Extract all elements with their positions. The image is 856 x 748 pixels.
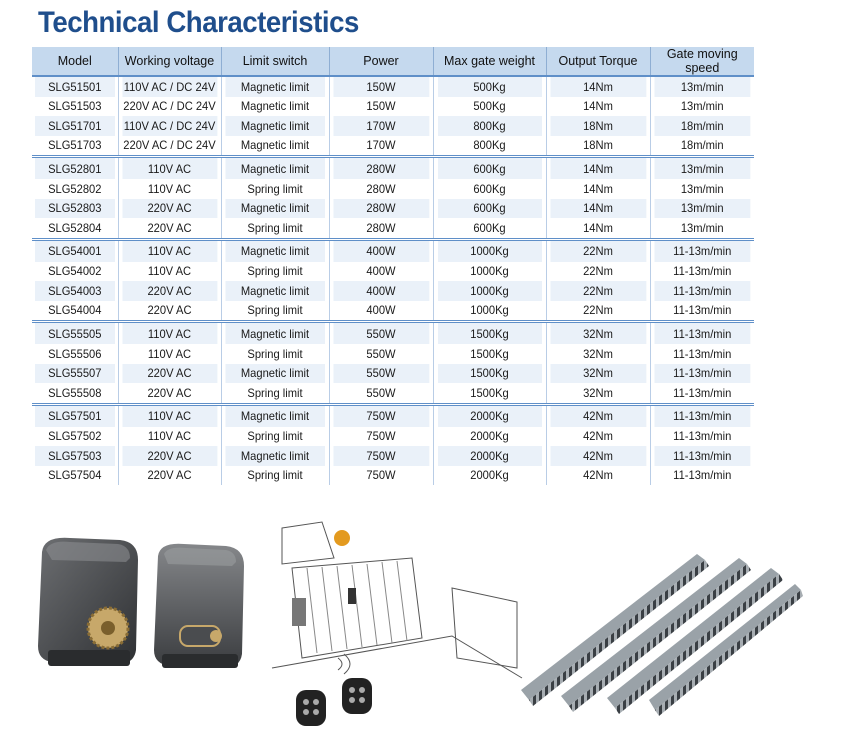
cell-working-voltage: 110V AC <box>122 344 218 364</box>
cell-max-gate-weight: 600Kg <box>437 179 542 199</box>
table-row <box>32 301 754 322</box>
table-header-row <box>32 47 754 76</box>
cell-working-voltage: 220V AC <box>122 199 218 219</box>
cell-output-torque: 32Nm <box>550 364 647 384</box>
remote-control-icon <box>296 678 372 726</box>
cell-max-gate-weight: 600Kg <box>437 157 542 180</box>
cell-limit-switch: Magnetic limit <box>225 97 325 117</box>
cell-output-torque: 14Nm <box>550 157 647 180</box>
table-row <box>32 322 754 345</box>
cell-power: 400W <box>333 301 430 322</box>
cell-power: 750W <box>333 446 430 466</box>
cell-model: SLG51703 <box>35 136 115 157</box>
table-row <box>32 199 754 219</box>
cell-max-gate-weight: 800Kg <box>437 116 542 136</box>
cell-model: SLG54003 <box>35 281 115 301</box>
column-header-output-torque: Output Torque <box>546 47 650 76</box>
cell-model: SLG52802 <box>35 179 115 199</box>
cell-output-torque: 32Nm <box>550 344 647 364</box>
cell-output-torque: 22Nm <box>550 301 647 322</box>
cell-working-voltage: 110V AC <box>122 262 218 282</box>
cell-power: 400W <box>333 281 430 301</box>
page-title: Technical Characteristics <box>38 6 359 39</box>
table-row <box>32 136 754 157</box>
cell-gate-moving-speed: 11-13m/min <box>654 466 751 486</box>
column-header-working-voltage: Working voltage <box>118 47 221 76</box>
cell-model: SLG55507 <box>35 364 115 384</box>
cell-power: 750W <box>333 466 430 486</box>
cell-power: 400W <box>333 262 430 282</box>
cell-model: SLG57502 <box>35 427 115 447</box>
cell-gate-moving-speed: 13m/min <box>654 157 751 180</box>
cell-model: SLG52803 <box>35 199 115 219</box>
cell-max-gate-weight: 600Kg <box>437 199 542 219</box>
column-header-model: Model <box>32 47 118 76</box>
cell-model: SLG51701 <box>35 116 115 136</box>
cell-max-gate-weight: 1500Kg <box>437 364 542 384</box>
cell-working-voltage: 220V AC <box>122 364 218 384</box>
cell-limit-switch: Spring limit <box>225 179 325 199</box>
cell-limit-switch: Magnetic limit <box>225 76 325 97</box>
cell-max-gate-weight: 1500Kg <box>437 344 542 364</box>
cell-max-gate-weight: 1000Kg <box>437 262 542 282</box>
cell-limit-switch: Magnetic limit <box>225 136 325 157</box>
cell-output-torque: 14Nm <box>550 97 647 117</box>
cell-model: SLG54004 <box>35 301 115 322</box>
warning-lamp-icon <box>334 530 350 546</box>
cell-gate-moving-speed: 11-13m/min <box>654 427 751 447</box>
cell-power: 170W <box>333 136 430 157</box>
table-row <box>32 218 754 239</box>
cell-limit-switch: Magnetic limit <box>225 239 325 262</box>
table-row <box>32 466 754 486</box>
cell-max-gate-weight: 1500Kg <box>437 383 542 404</box>
cell-output-torque: 22Nm <box>550 262 647 282</box>
cell-limit-switch: Magnetic limit <box>225 157 325 180</box>
cell-model: SLG57504 <box>35 466 115 486</box>
cell-model: SLG57503 <box>35 446 115 466</box>
cell-working-voltage: 110V AC <box>122 322 218 345</box>
cell-gate-moving-speed: 18m/min <box>654 116 751 136</box>
cell-gate-moving-speed: 11-13m/min <box>654 239 751 262</box>
gear-rack-2 <box>561 558 751 712</box>
cell-working-voltage: 220V AC <box>122 466 218 486</box>
cell-limit-switch: Magnetic limit <box>225 116 325 136</box>
table-row <box>32 364 754 384</box>
cell-model: SLG52804 <box>35 218 115 239</box>
table-row <box>32 344 754 364</box>
cell-gate-moving-speed: 11-13m/min <box>654 383 751 404</box>
cell-max-gate-weight: 800Kg <box>437 136 542 157</box>
cell-max-gate-weight: 2000Kg <box>437 466 542 486</box>
cell-limit-switch: Magnetic limit <box>225 322 325 345</box>
table-row <box>32 76 754 97</box>
cell-output-torque: 14Nm <box>550 218 647 239</box>
cell-output-torque: 14Nm <box>550 179 647 199</box>
cell-output-torque: 22Nm <box>550 239 647 262</box>
cell-output-torque: 42Nm <box>550 466 647 486</box>
cell-limit-switch: Magnetic limit <box>225 281 325 301</box>
table-row <box>32 383 754 404</box>
cell-gate-moving-speed: 13m/min <box>654 218 751 239</box>
cell-max-gate-weight: 2000Kg <box>437 427 542 447</box>
cell-output-torque: 14Nm <box>550 76 647 97</box>
motor-right <box>154 544 244 668</box>
cell-gate-moving-speed: 11-13m/min <box>654 322 751 345</box>
cell-power: 550W <box>333 322 430 345</box>
cell-max-gate-weight: 1000Kg <box>437 239 542 262</box>
cell-power: 280W <box>333 179 430 199</box>
cell-gate-moving-speed: 13m/min <box>654 76 751 97</box>
cell-power: 150W <box>333 97 430 117</box>
cell-power: 280W <box>333 199 430 219</box>
cell-gate-moving-speed: 11-13m/min <box>654 262 751 282</box>
cell-gate-moving-speed: 11-13m/min <box>654 344 751 364</box>
cell-power: 170W <box>333 116 430 136</box>
cell-gate-moving-speed: 11-13m/min <box>654 364 751 384</box>
cell-working-voltage: 220V AC / DC 24V <box>122 136 218 157</box>
cell-working-voltage: 220V AC <box>122 446 218 466</box>
cell-max-gate-weight: 1500Kg <box>437 322 542 345</box>
cell-gate-moving-speed: 18m/min <box>654 136 751 157</box>
cell-max-gate-weight: 600Kg <box>437 218 542 239</box>
cell-working-voltage: 110V AC <box>122 157 218 180</box>
cell-limit-switch: Spring limit <box>225 301 325 322</box>
cell-working-voltage: 220V AC / DC 24V <box>122 97 218 117</box>
cell-power: 280W <box>333 157 430 180</box>
cell-power: 550W <box>333 344 430 364</box>
cell-working-voltage: 110V AC <box>122 179 218 199</box>
motor-left <box>38 538 138 666</box>
cell-gate-moving-speed: 11-13m/min <box>654 281 751 301</box>
table-row <box>32 116 754 136</box>
cell-limit-switch: Magnetic limit <box>225 446 325 466</box>
cell-limit-switch: Spring limit <box>225 262 325 282</box>
cell-output-torque: 42Nm <box>550 446 647 466</box>
cell-limit-switch: Spring limit <box>225 383 325 404</box>
cell-working-voltage: 220V AC <box>122 218 218 239</box>
cell-output-torque: 42Nm <box>550 427 647 447</box>
cell-max-gate-weight: 500Kg <box>437 97 542 117</box>
cell-max-gate-weight: 1000Kg <box>437 301 542 322</box>
table-row <box>32 239 754 262</box>
column-header-max-gate-weight: Max gate weight <box>433 47 546 76</box>
cell-power: 750W <box>333 427 430 447</box>
cell-max-gate-weight: 2000Kg <box>437 446 542 466</box>
cell-gate-moving-speed: 13m/min <box>654 199 751 219</box>
cell-working-voltage: 110V AC / DC 24V <box>122 116 218 136</box>
cell-working-voltage: 220V AC <box>122 301 218 322</box>
table-row <box>32 446 754 466</box>
cell-model: SLG51501 <box>35 76 115 97</box>
cell-limit-switch: Magnetic limit <box>225 199 325 219</box>
cell-limit-switch: Spring limit <box>225 427 325 447</box>
cell-working-voltage: 110V AC <box>122 239 218 262</box>
cell-model: SLG55508 <box>35 383 115 404</box>
cell-gate-moving-speed: 13m/min <box>654 97 751 117</box>
column-header-gate-moving-speed: Gate moving speed <box>650 47 754 76</box>
column-header-power: Power <box>329 47 433 76</box>
table-row <box>32 262 754 282</box>
cell-limit-switch: Magnetic limit <box>225 364 325 384</box>
cell-output-torque: 18Nm <box>550 116 647 136</box>
table-row <box>32 157 754 180</box>
cell-working-voltage: 110V AC <box>122 404 218 427</box>
cell-gate-moving-speed: 11-13m/min <box>654 301 751 322</box>
cell-model: SLG57501 <box>35 404 115 427</box>
cell-output-torque: 42Nm <box>550 404 647 427</box>
cell-power: 400W <box>333 239 430 262</box>
cell-limit-switch: Spring limit <box>225 344 325 364</box>
cell-output-torque: 18Nm <box>550 136 647 157</box>
sliding-gate-installation-diagram <box>262 518 530 730</box>
cell-model: SLG54001 <box>35 239 115 262</box>
cell-output-torque: 32Nm <box>550 322 647 345</box>
cell-gate-moving-speed: 11-13m/min <box>654 446 751 466</box>
cell-max-gate-weight: 500Kg <box>437 76 542 97</box>
cell-limit-switch: Magnetic limit <box>225 404 325 427</box>
cell-working-voltage: 220V AC <box>122 383 218 404</box>
cell-model: SLG55506 <box>35 344 115 364</box>
cell-limit-switch: Spring limit <box>225 466 325 486</box>
motor-icon <box>292 598 306 626</box>
cell-output-torque: 32Nm <box>550 383 647 404</box>
cell-limit-switch: Spring limit <box>225 218 325 239</box>
cell-output-torque: 14Nm <box>550 199 647 219</box>
cell-working-voltage: 220V AC <box>122 281 218 301</box>
cell-output-torque: 22Nm <box>550 281 647 301</box>
cell-working-voltage: 110V AC <box>122 427 218 447</box>
table-row <box>32 404 754 427</box>
technical-characteristics-table <box>32 47 754 485</box>
cell-working-voltage: 110V AC / DC 24V <box>122 76 218 97</box>
table-row <box>32 97 754 117</box>
cell-power: 550W <box>333 383 430 404</box>
cell-model: SLG55505 <box>35 322 115 345</box>
cell-max-gate-weight: 2000Kg <box>437 404 542 427</box>
cell-model: SLG52801 <box>35 157 115 180</box>
cell-model: SLG51503 <box>35 97 115 117</box>
cell-power: 550W <box>333 364 430 384</box>
table-row <box>32 427 754 447</box>
cell-gate-moving-speed: 11-13m/min <box>654 404 751 427</box>
table-row <box>32 281 754 301</box>
cell-gate-moving-speed: 13m/min <box>654 179 751 199</box>
cell-power: 280W <box>333 218 430 239</box>
photocell-icon <box>348 588 356 604</box>
table-body <box>32 76 754 485</box>
gear-rack-bars-image <box>515 550 805 720</box>
cell-model: SLG54002 <box>35 262 115 282</box>
cell-max-gate-weight: 1000Kg <box>437 281 542 301</box>
gate-motor-units-image <box>30 530 260 710</box>
table-row <box>32 179 754 199</box>
cell-power: 750W <box>333 404 430 427</box>
column-header-limit-switch: Limit switch <box>221 47 329 76</box>
cell-power: 150W <box>333 76 430 97</box>
